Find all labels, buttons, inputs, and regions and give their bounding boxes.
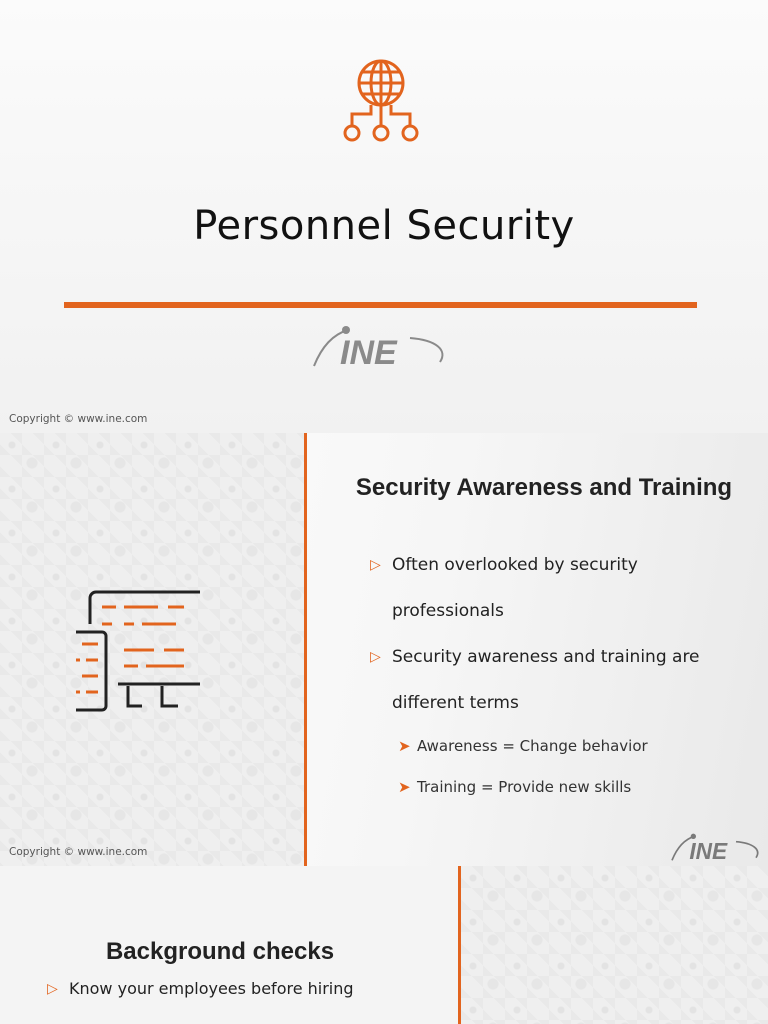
svg-text:INE: INE: [340, 334, 397, 370]
bullet-item: [370, 634, 732, 726]
triangle-bullet-icon: ▷: [370, 649, 381, 665]
arrow-bullet-icon: ➤: [398, 737, 411, 755]
sub-bullet-item: [398, 737, 648, 755]
bullet-text: Often overlooked by security professionals: [392, 555, 638, 621]
accent-divider: [64, 302, 697, 308]
bullet-text: Security awareness and training are different terms: [392, 647, 700, 713]
bullet-item: [47, 977, 429, 1001]
copyright-text: Copyright © www.ine.com: [9, 846, 148, 858]
ine-logo: [670, 831, 762, 863]
bullet-item: [370, 542, 732, 634]
arrow-bullet-icon: ➤: [398, 778, 411, 796]
sub-bullet-text: Awareness = Change behavior: [417, 737, 648, 755]
globe-network-icon: [340, 58, 422, 146]
sub-bullet-text: Training = Provide new skills: [417, 778, 632, 796]
accent-vertical-line: [304, 433, 307, 866]
pattern-panel: [461, 866, 768, 1024]
content-slide: [0, 866, 768, 1024]
triangle-bullet-icon: ▷: [370, 557, 381, 573]
slide-title: Personnel Security: [193, 203, 575, 249]
devices-monitor-icon: [72, 588, 204, 712]
triangle-bullet-icon: ▷: [47, 981, 58, 997]
copyright-text: Copyright © www.ine.com: [9, 413, 148, 425]
sub-bullet-item: [398, 778, 632, 796]
slide-title: Security Awareness and Training: [355, 474, 733, 501]
title-slide: [0, 0, 768, 433]
svg-text:INE: INE: [689, 838, 728, 863]
slide-title: Background checks: [105, 938, 335, 965]
ine-logo: [312, 322, 448, 370]
bullet-text: Know your employees before hiring: [69, 979, 354, 998]
accent-vertical-line: [458, 866, 461, 1024]
content-slide: [0, 433, 768, 866]
